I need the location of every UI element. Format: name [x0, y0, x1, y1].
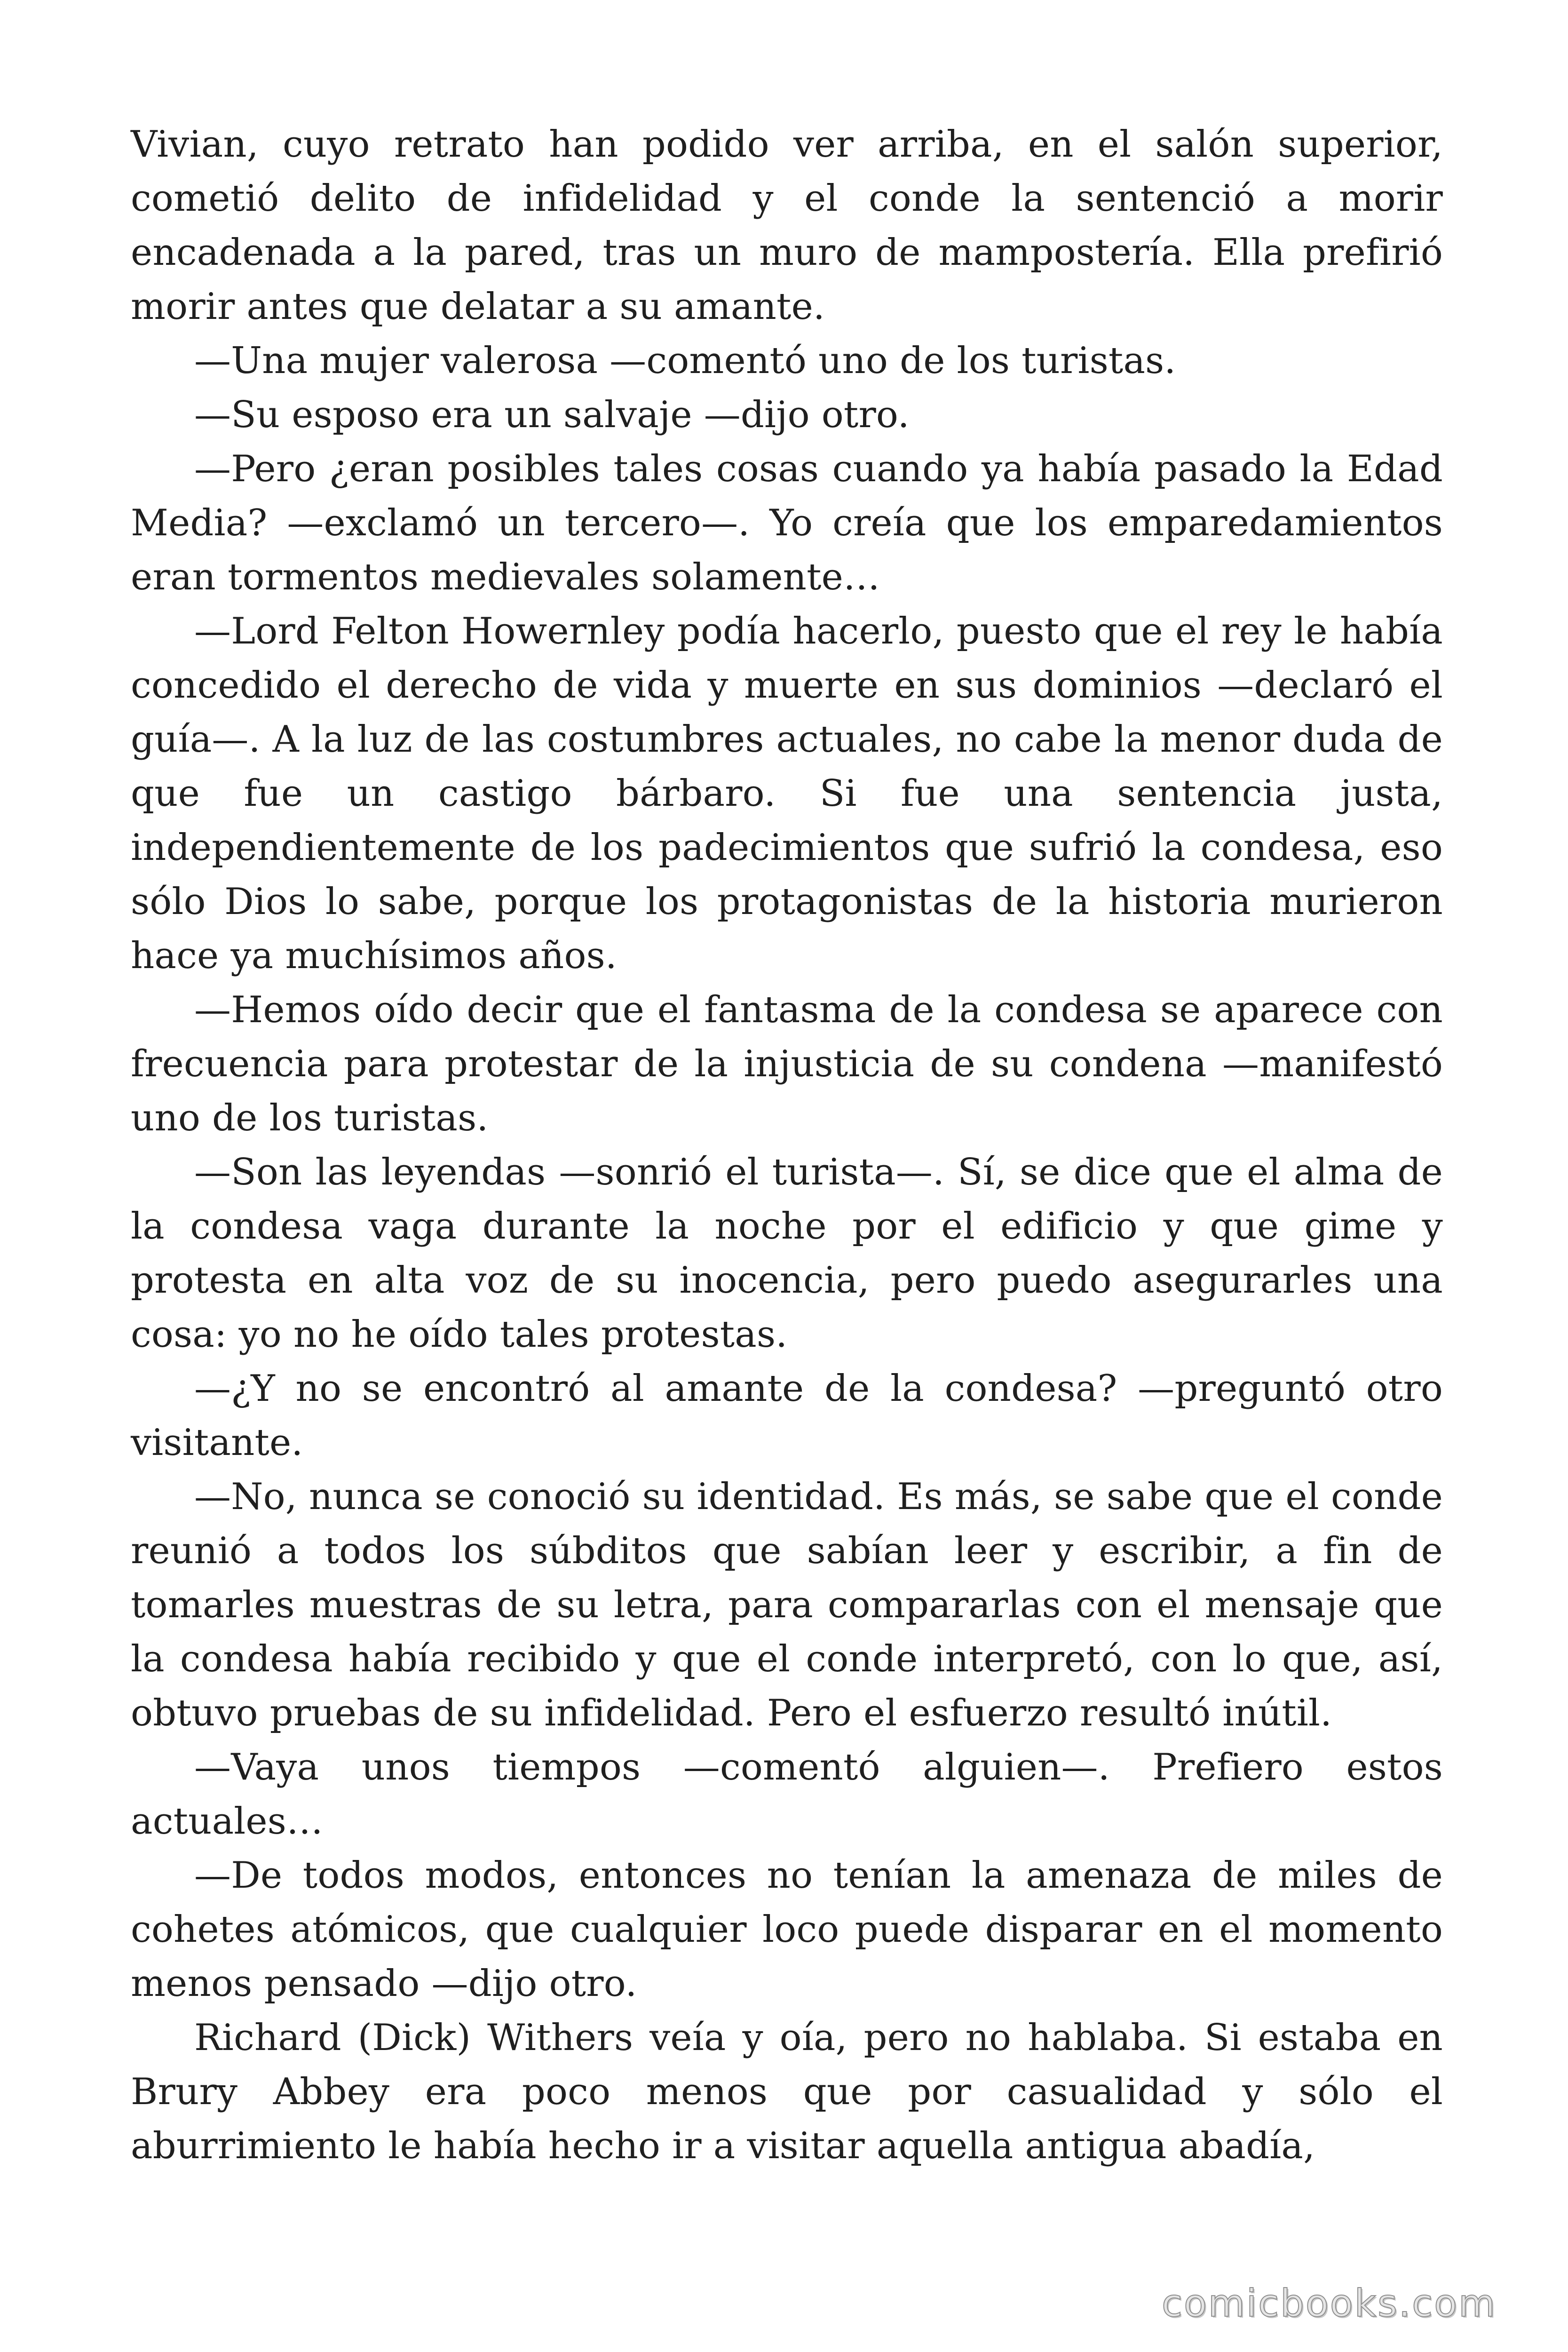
page-body: [131, 118, 1443, 2173]
paragraph: —Su esposo era un salvaje —dijo otro.: [194, 394, 910, 436]
paragraph: —Lord Felton Howernley podía hacerlo, puesto que el rey le había concedido el derecho de vida y muerte en sus dominios —declaró el guía—. A la luz de las costumbres actuales, no cabe la menor duda de que fue un castigo bárbaro. Si fue una sentencia justa, independientemente de los padecimientos que sufrió la condesa, eso sólo Dios lo sabe, porque los protagonistas de la historia murieron hace ya muchísimos años.: [131, 610, 1443, 977]
paragraph: —No, nunca se conoció su identidad. Es más, se sabe que el conde reunió a todos los súbditos que sabían leer y escribir, a fin de tomarles muestras de su letra, para compararlas con el mensaje que la condesa había recibido y que el conde interpretó, con lo que, así, obtuvo pruebas de su infidelidad. Pero el esfuerzo resultó inútil.: [131, 1476, 1443, 1734]
watermark: comicbooks.com: [1162, 2281, 1497, 2325]
paragraph: —Vaya unos tiempos —comentó alguien—. Prefiero estos actuales…: [131, 1746, 1443, 1843]
paragraph: —De todos modos, entonces no tenían la amenaza de miles de cohetes atómicos, que cualquier loco puede disparar en el momento menos pensado —dijo otro.: [131, 1854, 1443, 2005]
paragraph: Richard (Dick) Withers veía y oía, pero no hablaba. Si estaba en Brury Abbey era poco menos que por casualidad y sólo el aburrimiento le había hecho ir a visitar aquella antigua abadía,: [131, 2017, 1443, 2167]
paragraph: —Pero ¿eran posibles tales cosas cuando ya había pasado la Edad Media? —exclamó un tercero—. Yo creía que los emparedamientos eran tormentos medievales solamente…: [131, 448, 1443, 598]
paragraph: —Hemos oído decir que el fantasma de la condesa se aparece con frecuencia para protestar de la injusticia de su condena —manifestó uno de los turistas.: [131, 989, 1443, 1139]
paragraph: —Una mujer valerosa —comentó uno de los turistas.: [194, 340, 1176, 382]
paragraph: —Son las leyendas —sonrió el turista—. Sí, se dice que el alma de la condesa vaga durante la noche por el edificio y que gime y protesta en alta voz de su inocencia, pero puedo asegurarles una cosa: yo no he oído tales protestas.: [131, 1151, 1443, 1356]
paragraph: —¿Y no se encontró al amante de la condesa? —preguntó otro visitante.: [131, 1367, 1443, 1464]
paragraph: Vivian, cuyo retrato han podido ver arriba, en el salón superior, cometió delito de infidelidad y el conde la sentenció a morir encadenada a la pared, tras un muro de mampostería. Ella prefirió morir antes que delatar a su amante.: [131, 123, 1443, 328]
